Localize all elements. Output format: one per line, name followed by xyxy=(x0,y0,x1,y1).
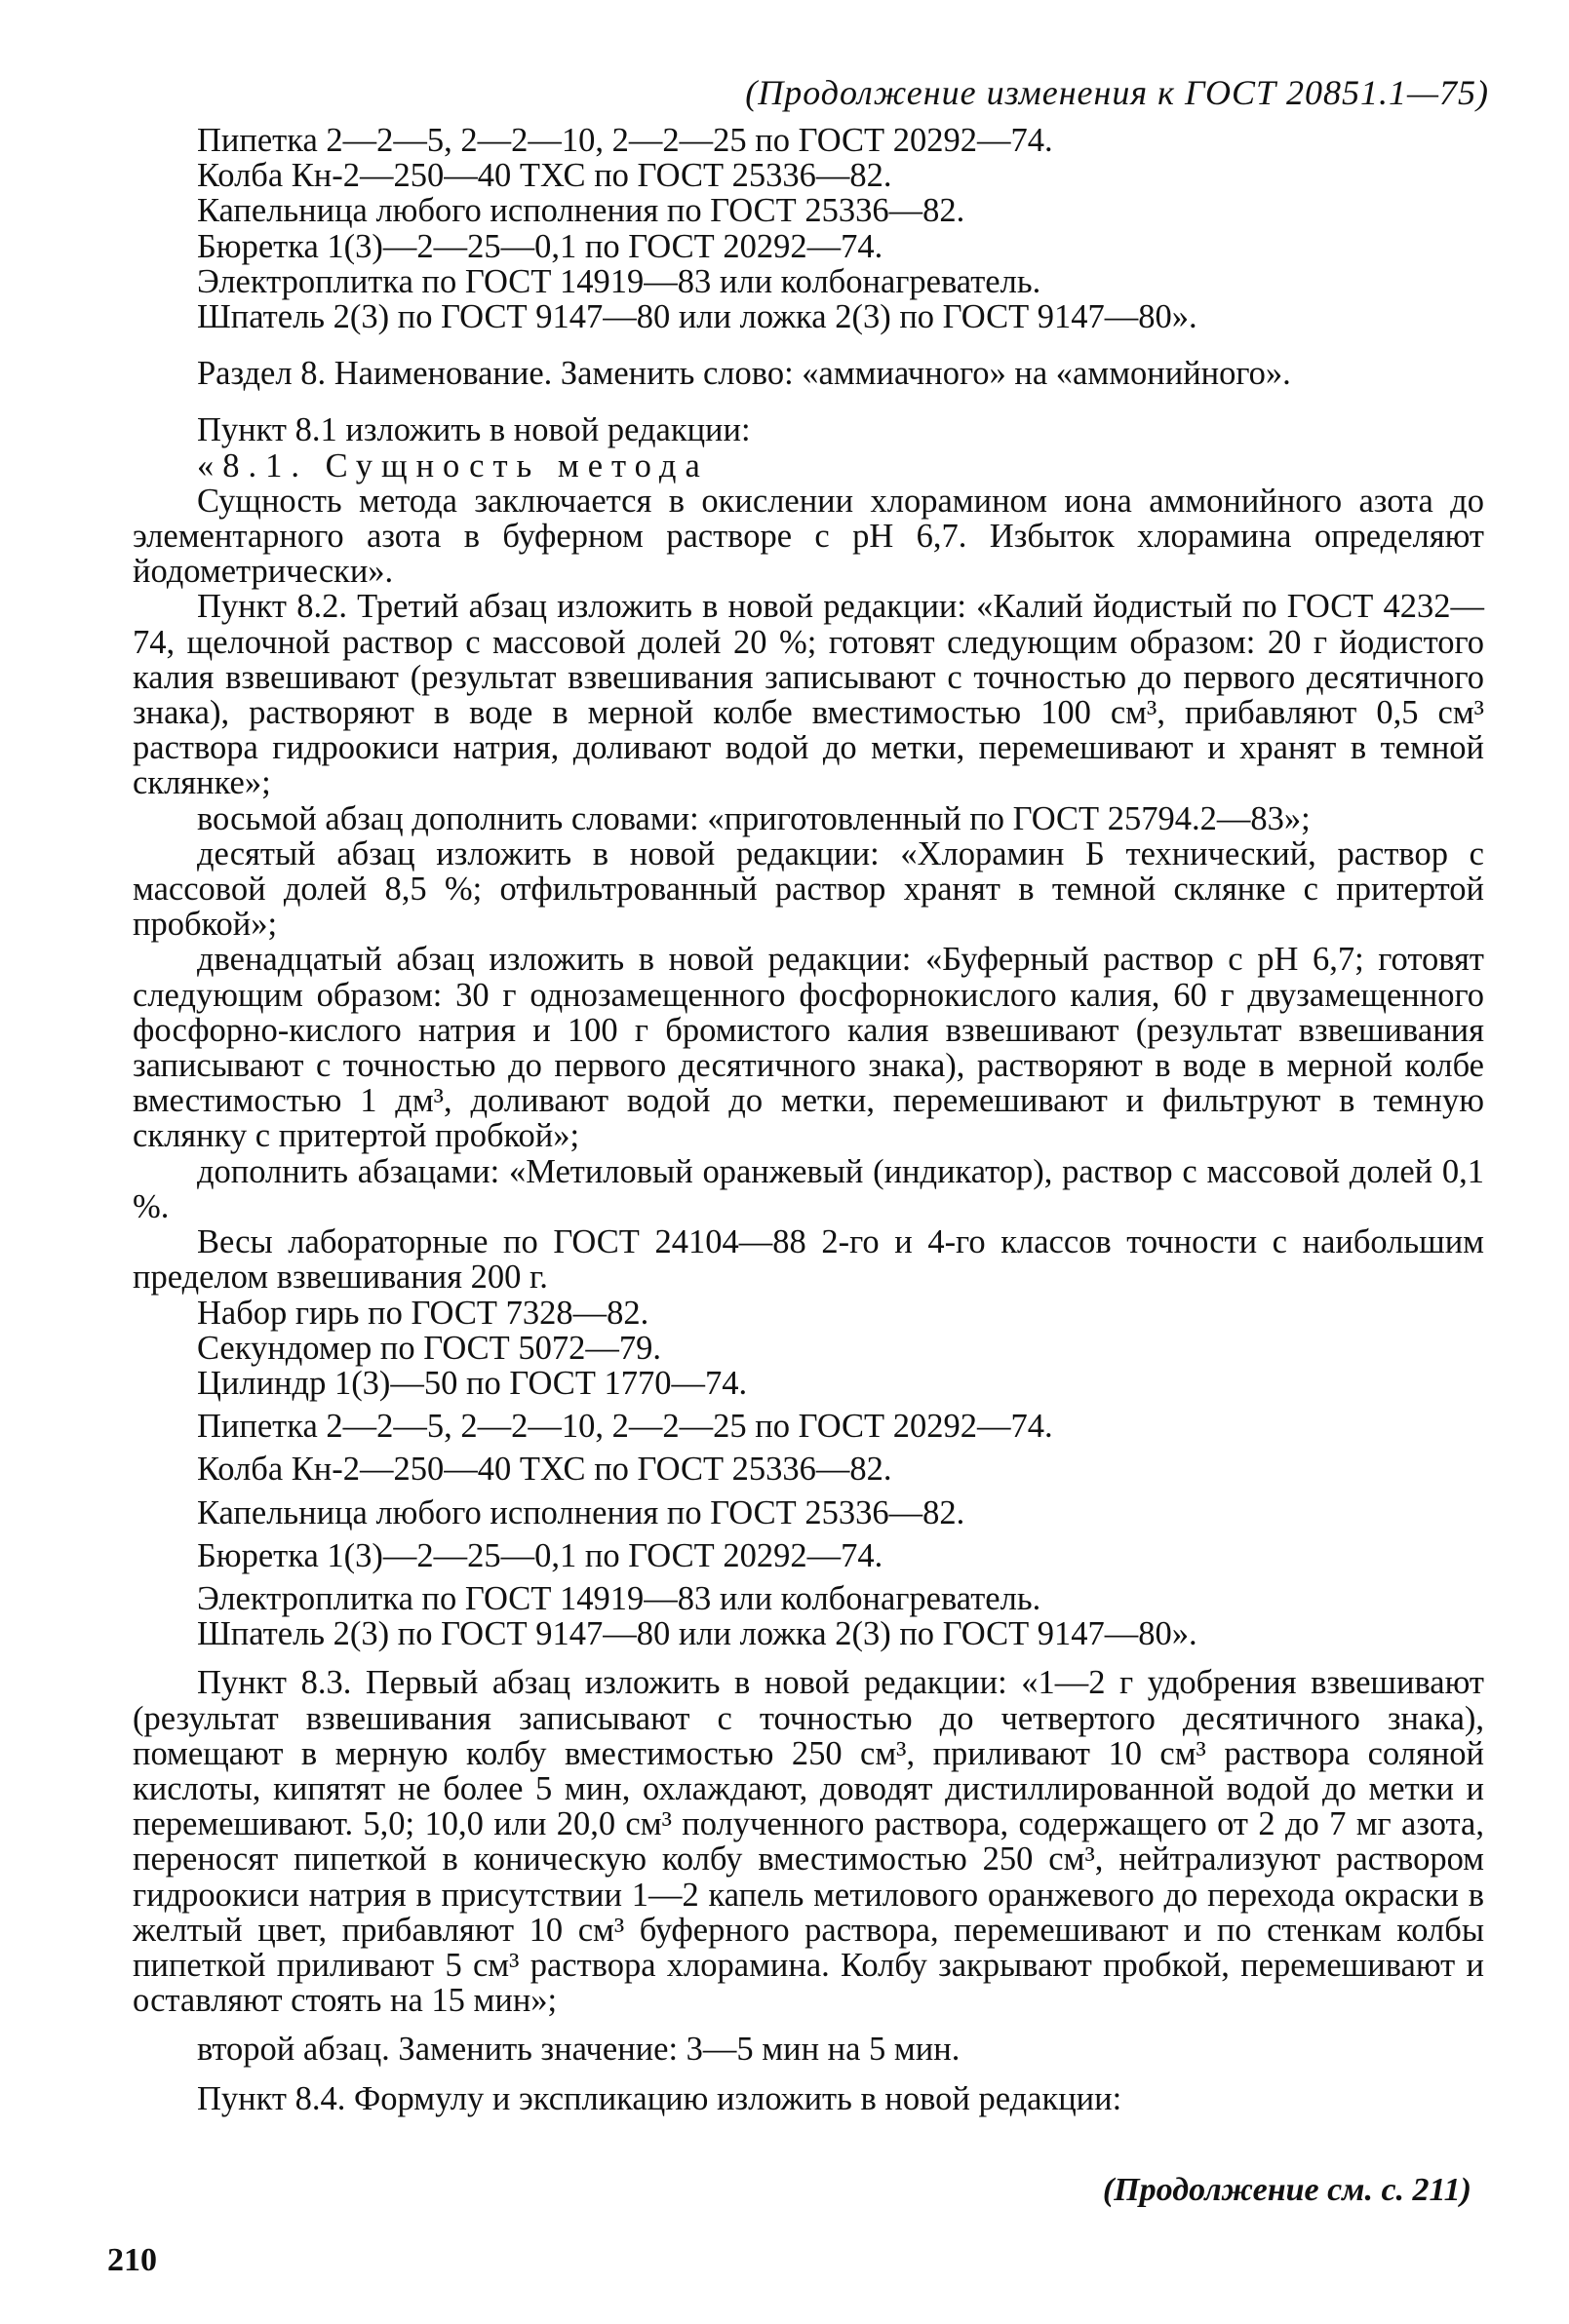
equipment-item: Колба Кн-2—250—40 ТХС по ГОСТ 25336—82. xyxy=(197,157,892,195)
p82-add-paragraph: дополнить абзацами: «Метиловый оранжевый (индикатор), раствор с массовой долей 0,1 %. xyxy=(133,1152,1484,1225)
document-body xyxy=(133,122,1484,2117)
equipment-list-2a xyxy=(197,1296,1484,1402)
equipment-list-2b xyxy=(197,1409,1484,1651)
equipment-item: Цилиндр 1(3)—50 по ГОСТ 1770—74. xyxy=(197,1364,748,1402)
equipment-item: Бюретка 1(3)—2—25—0,1 по ГОСТ 20292—74. xyxy=(197,1536,883,1574)
equipment-item: Колба Кн-2—250—40 ТХС по ГОСТ 25336—82. xyxy=(197,1451,892,1489)
equipment-item: Электроплитка по ГОСТ 14919—83 или колбонагреватель. xyxy=(197,1579,1041,1617)
continuation-header: (Продолжение изменения к ГОСТ 20851.1—75) xyxy=(745,73,1489,112)
equipment-item: Капельница любого исполнения по ГОСТ 25336—82. xyxy=(197,1493,965,1531)
equipment-item: Бюретка 1(3)—2—25—0,1 по ГОСТ 20292—74. xyxy=(197,227,883,265)
page-number: 210 xyxy=(107,2242,157,2278)
continuation-footer: (Продолжение см. с. 211) xyxy=(1102,2172,1471,2208)
p81-text: Сущность метода заключается в окислении хлорамином иона аммонийного азота до элементарного азота в буферном растворе с рН 6,7. Избыток хлорамина определяют йодометрически». xyxy=(133,482,1484,591)
p84-paragraph: Пункт 8.4. Формулу и экспликацию изложить в новой редакции: xyxy=(197,2079,1122,2117)
p82-twelfth-paragraph: двенадцатый абзац изложить в новой редакции: «Буферный раствор с рН 6,7; готовят следующим образом: 30 г однозамещенного фосфорнокислого калия, 60 г двузамещенного фосфорно-кислого натрия и 100 г бромистого калия взвешивают (результат взвешивания записывают с точностью до первого десятичного знака), растворяют в воде в мерной колбе вместимостью 1 дм³, доливают водой до метки, перемешивают и фильтруют в темную склянку с притертой пробкой»; xyxy=(133,941,1484,1155)
equipment-item: Шпатель 2(3) по ГОСТ 9147—80 или ложка 2(3) по ГОСТ 9147—80». xyxy=(197,1615,1197,1653)
equipment-item: Капельница любого исполнения по ГОСТ 25336—82. xyxy=(197,192,965,230)
section8-title-change: Раздел 8. Наименование. Заменить слово: «аммиачного» на «аммонийного». xyxy=(197,355,1291,393)
equipment-item: Электроплитка по ГОСТ 14919—83 или колбонагреватель. xyxy=(197,262,1041,300)
p82-scales-paragraph: Весы лабораторные по ГОСТ 24104—88 2-го и 4-го классов точности с наибольшим пределом взвешивания 200 г. xyxy=(133,1223,1484,1297)
equipment-item: Набор гирь по ГОСТ 7328—82. xyxy=(197,1294,649,1332)
p81-heading: «8.1. Сущность метода xyxy=(197,446,709,484)
equipment-list-1 xyxy=(197,123,1484,334)
equipment-item: Пипетка 2—2—5, 2—2—10, 2—2—25 по ГОСТ 20292—74. xyxy=(197,1408,1053,1446)
p83-second-paragraph: второй абзац. Заменить значение: 3—5 мин на 5 мин. xyxy=(197,2031,961,2069)
p82-tenth-paragraph: десятый абзац изложить в новой редакции: «Хлорамин Б технический, раствор с массовой долей 8,5 %; отфильтрованный раствор хранят в темной склянке с притертой пробкой»; xyxy=(133,834,1484,944)
equipment-item: Секундомер по ГОСТ 5072—79. xyxy=(197,1329,661,1367)
equipment-item: Шпатель 2(3) по ГОСТ 9147—80 или ложка 2(3) по ГОСТ 9147—80». xyxy=(197,298,1197,336)
p82-third-paragraph: Пункт 8.2. Третий абзац изложить в новой редакции: «Калий йодистый по ГОСТ 4232—74, щелочной раствор с массовой долей 20 %; готовят следующим образом: 20 г йодистого калия взвешивают (результат взвешивания записывают с точностью до первого десятичного знака), растворяют в воде в мерной колбе вместимостью 100 см³, прибавляют 0,5 см³ раствора гидроокиси натрия, доливают водой до метки, перемешивают и хранят в темной склянке»; xyxy=(133,588,1484,802)
p81-intro: Пункт 8.1 изложить в новой редакции: xyxy=(197,411,751,449)
p83-first-paragraph: Пункт 8.3. Первый абзац изложить в новой редакции: «1—2 г удобрения взвешивают (результат взвешивания записывают с точностью до четвертого десятичного знака), помещают в мерную колбу вместимостью 250 см³, приливают 10 см³ раствора соляной кислоты, кипятят не более 5 мин, охлаждают, доводят дистиллированной водой до метки и перемешивают. 5,0; 10,0 или 20,0 см³ полученного раствора, содержащего от 2 до 7 мг азота, переносят пипеткой в коническую колбу вместимостью 250 см³, нейтрализуют раствором гидроокиси натрия в присутствии 1—2 капель метилового оранжевого до перехода окраски в желтый цвет, прибавляют 10 см³ буферного раствора, перемешивают и по стенкам колбы пипеткой приливают 5 см³ раствора хлорамина. Колбу закрывают пробкой, перемешивают и оставляют стоять на 15 мин»; xyxy=(133,1664,1484,2020)
equipment-item: Пипетка 2—2—5, 2—2—10, 2—2—25 по ГОСТ 20292—74. xyxy=(197,122,1053,159)
p82-eighth-paragraph: восьмой абзац дополнить словами: «приготовленный по ГОСТ 25794.2—83»; xyxy=(197,799,1311,837)
